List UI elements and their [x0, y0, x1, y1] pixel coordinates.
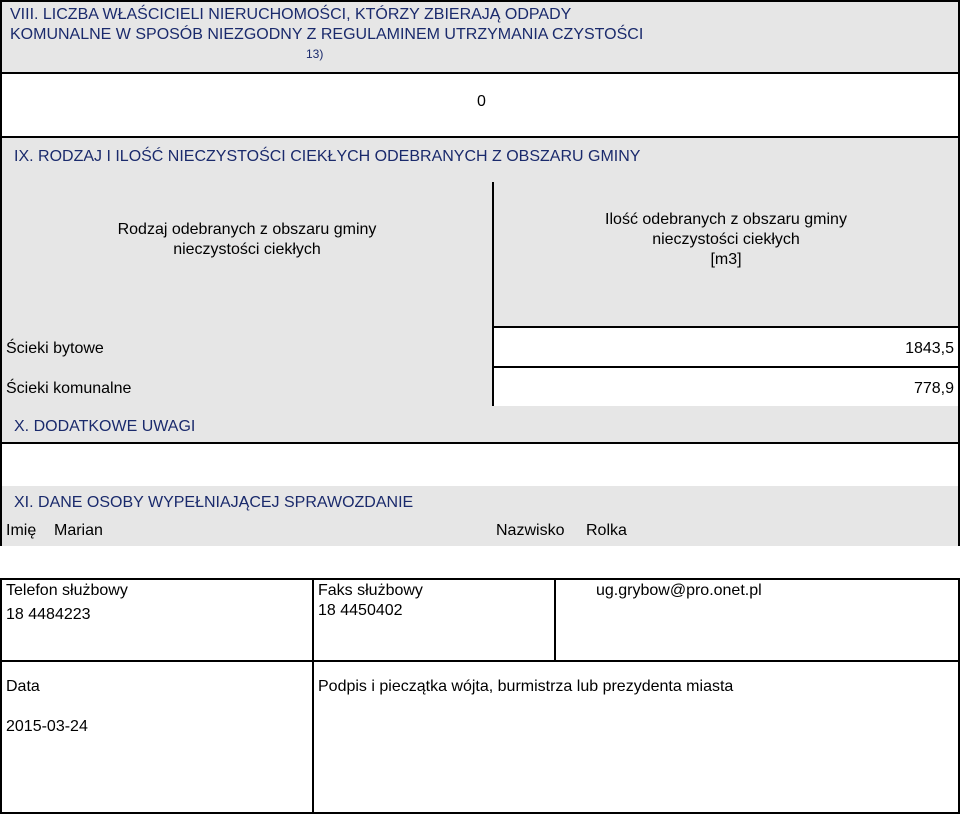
last-name-label: Nazwisko: [496, 522, 565, 539]
section-xi-title: XI. DANE OSOBY WYPEŁNIAJĄCEJ SPRAWOZDANIE: [14, 494, 414, 511]
section-viii-title-line2: KOMUNALNE W SPOSÓB NIEZGODNY Z REGULAMINEM UTRZYMANIA CZYSTOŚCI: [10, 26, 644, 43]
signature-label: Podpis i pieczątka wójta, burmistrza lub prezydenta miasta: [318, 678, 734, 695]
section-ix-col1-line2: nieczystości ciekłych: [173, 241, 321, 258]
first-name-value: Marian: [54, 522, 103, 539]
date-value: 2015-03-24: [6, 718, 88, 735]
section-viii-title-line1: VIII. LICZBA WŁAŚCICIELI NIERUCHOMOŚCI, KTÓRZY ZBIERAJĄ ODPADY: [10, 6, 572, 23]
section-viii-value: 0: [477, 93, 486, 110]
table-row-value-cell: [492, 326, 960, 368]
section-x-notes-cell: [0, 442, 960, 488]
last-name-value: Rolka: [586, 522, 627, 539]
section-x-title: X. DODATKOWE UWAGI: [14, 418, 196, 435]
divider: [312, 660, 314, 814]
fax-value: 18 4450402: [318, 602, 403, 619]
section-ix-col2-line3: [m3]: [710, 251, 742, 268]
section-ix-title: IX. RODZAJ I ILOŚĆ NIECZYSTOŚCI CIEKŁYCH ODEBRANYCH Z OBSZARU GMINY: [14, 148, 641, 165]
table-row-value: 1843,5: [905, 340, 954, 357]
section-ix-col2-line1: Ilość odebranych z obszaru gminy: [605, 211, 847, 228]
table-row-value: 778,9: [913, 380, 954, 397]
phone-value: 18 4484223: [6, 606, 91, 623]
section-viii-footnote: 13): [306, 47, 324, 61]
first-name-label: Imię: [6, 522, 37, 539]
contact-row: [0, 578, 960, 662]
phone-label: Telefon służbowy: [6, 582, 128, 599]
section-ix-col2-line2: nieczystości ciekłych: [652, 231, 800, 248]
table-row-value-cell: [492, 366, 960, 408]
divider: [312, 578, 314, 662]
table-row-label: Ścieki bytowe: [6, 340, 104, 357]
date-label: Data: [6, 678, 40, 695]
fax-label: Faks służbowy: [318, 582, 423, 599]
divider: [554, 578, 556, 662]
email-value: ug.grybow@pro.onet.pl: [596, 582, 762, 599]
table-row-label: Ścieki komunalne: [6, 380, 132, 397]
section-ix-col1-line1: Rodzaj odebranych z obszaru gminy: [117, 221, 377, 238]
